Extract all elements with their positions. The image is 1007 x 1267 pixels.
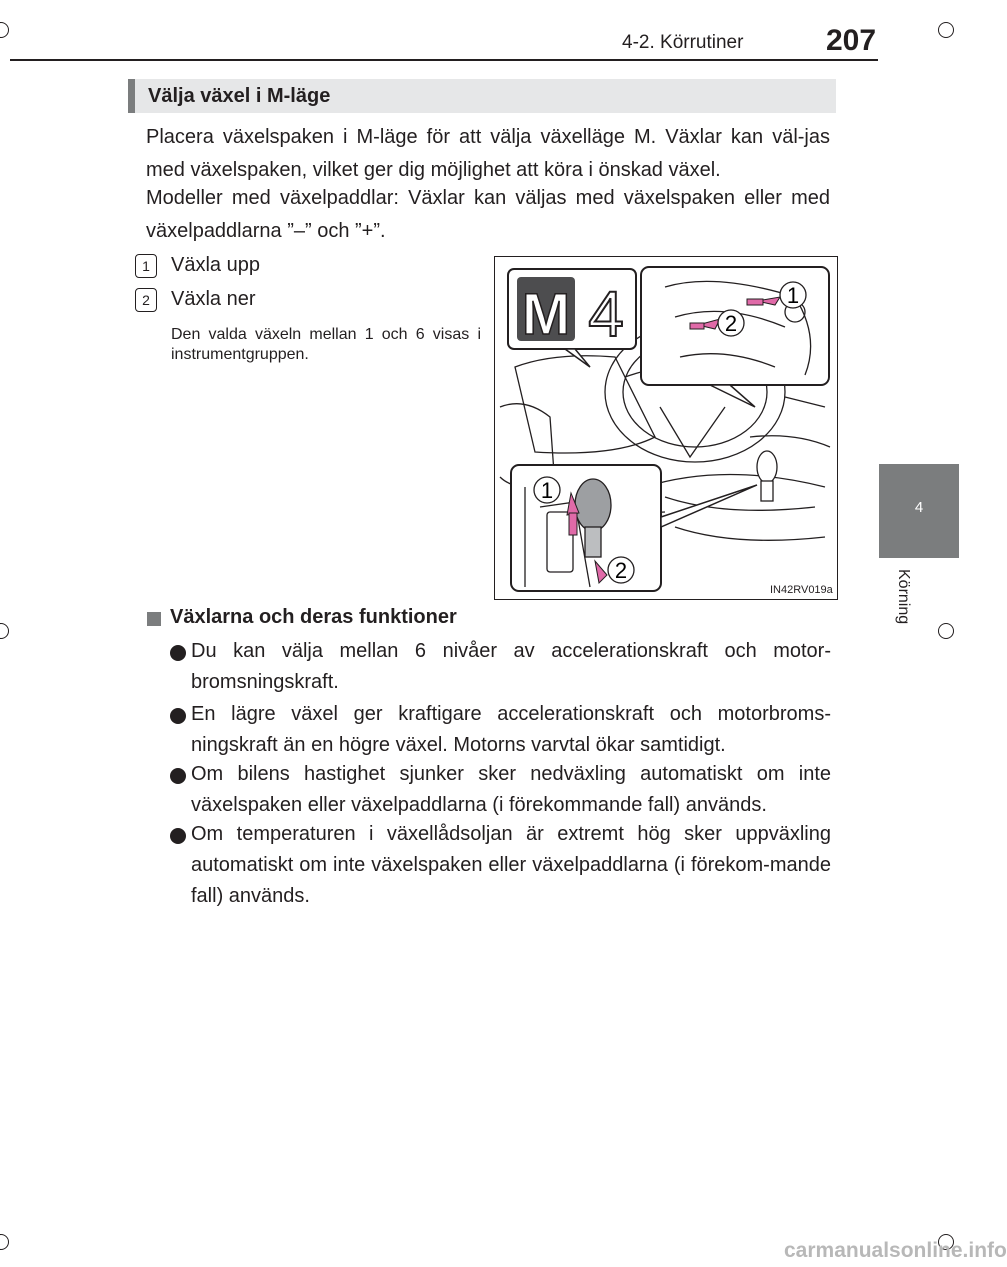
bullet-dot <box>170 645 186 661</box>
section-title: Välja växel i M-läge <box>148 85 331 107</box>
shift-illustration <box>494 256 838 600</box>
registration-mark <box>938 623 954 639</box>
registration-mark <box>0 623 9 639</box>
bullet-dot <box>170 768 186 784</box>
item-number-badge: 1 <box>135 254 157 278</box>
registration-mark <box>938 22 954 38</box>
display-mode: M <box>521 282 571 347</box>
chapter-tab-label: Körning <box>895 569 912 625</box>
item-shift-down: Växla ner <box>171 288 256 310</box>
callout-number: 1 <box>540 478 554 503</box>
bullet-dot <box>170 828 186 844</box>
page-number: 207 <box>826 24 877 57</box>
gear-display-callout <box>508 269 636 367</box>
bullet-text: En lägre växel ger kraftigare accelerationskraft och motorbroms-ningskraft än en högre växel. Motorns varvtal ökar samtidigt. <box>191 703 831 756</box>
registration-mark <box>0 1234 9 1250</box>
paddle-inset <box>641 267 829 407</box>
subheading-marker <box>147 612 161 626</box>
header-section: 4-2. Körrutiner <box>622 32 744 53</box>
shift-illustration-drawing <box>495 257 837 599</box>
callout-number: 2 <box>614 558 628 583</box>
watermark: carmanualsonline.info <box>784 1239 1007 1262</box>
section-heading-bar <box>128 79 135 113</box>
bullet-dot <box>170 708 186 724</box>
subsection-title: Växlarna och deras funktioner <box>170 606 457 628</box>
bullet-text: Om temperaturen i växellådsoljan är extremt hög sker uppväxling automatiskt om inte växelspaken eller växelpaddlarna (i förekom-mande fall) används. <box>191 823 831 907</box>
paragraph-intro: Placera växelspaken i M-läge för att välja växelläge M. Växlar kan väl-jas med växelspaken, vilket ger dig möjlighet att köra i önskad växel. <box>146 126 830 181</box>
registration-mark <box>0 22 9 38</box>
bullet-text: Om bilens hastighet sjunker sker nedväxling automatiskt om inte växelspaken eller växelpaddlarna (i förekommande fall) används. <box>191 763 831 816</box>
shift-lever-inset <box>511 465 757 591</box>
gear-display-note: Den valda växeln mellan 1 och 6 visas i instrumentgruppen. <box>171 326 481 363</box>
item-shift-up: Växla upp <box>171 254 260 276</box>
display-gear: 4 <box>588 278 624 350</box>
header-rule <box>10 59 878 61</box>
callout-number: 2 <box>724 311 738 336</box>
figure-code: IN42RV019a <box>770 584 833 596</box>
chapter-tab-number: 4 <box>914 499 924 516</box>
bullet-text: Du kan välja mellan 6 nivåer av accelerationskraft och motor-bromsningskraft. <box>191 640 831 693</box>
paragraph-paddles: Modeller med växelpaddlar: Växlar kan väljas med växelspaken eller med växelpaddlarna ”–” och ”+”. <box>146 187 830 242</box>
item-number-badge: 2 <box>135 288 157 312</box>
callout-number: 1 <box>786 283 800 308</box>
